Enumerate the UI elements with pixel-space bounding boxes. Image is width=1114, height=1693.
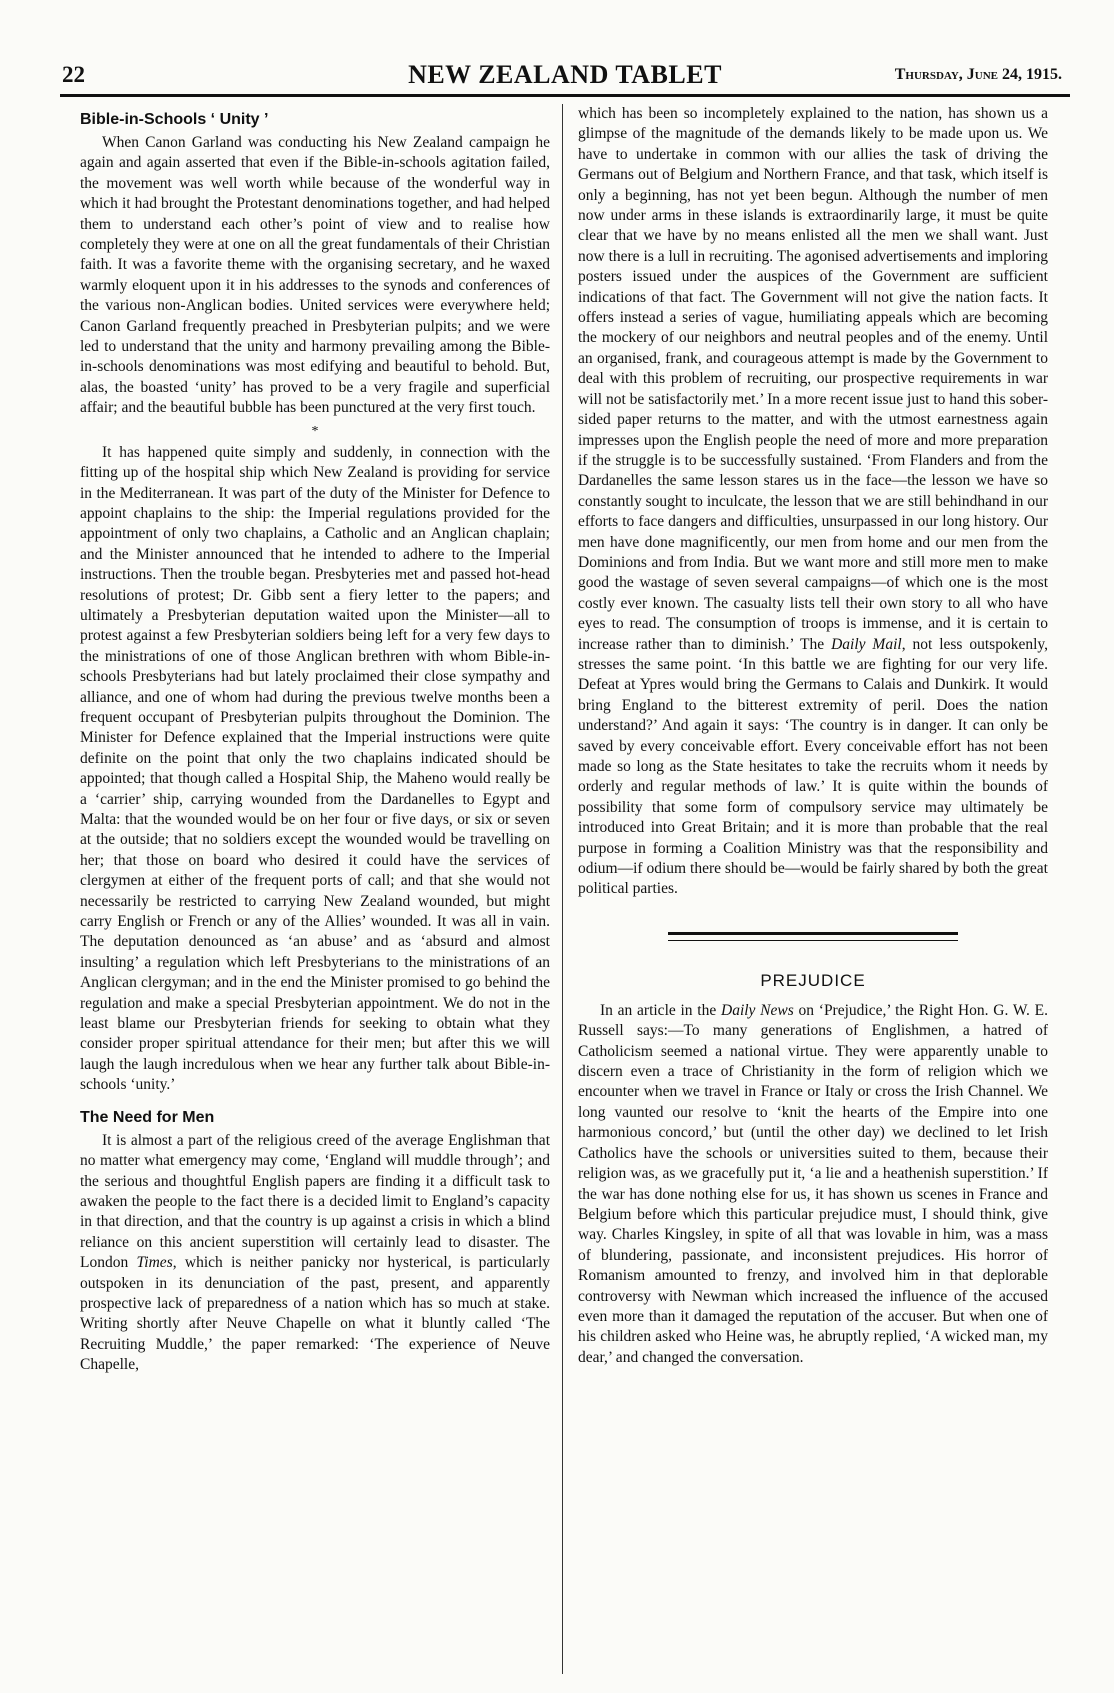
paragraph: When Canon Garland was conducting his New Zealand campaign he again and again asserted that even if the Bible-in-schools agitation failed, the movement was well worth while because of the wonderful way in which it had brought the Protestant denominations together, and had helped them to understand each other’s point of view and to realise how completely they were at one on all the great fundamentals of their Christian faith. It was a favorite theme with the organising secretary, and he waxed warmly eloquent upon it in his addresses to the synods and conferences of the various non-Anglican bodies. United services were everywhere held; Canon Garland frequently preached in Presbyterian pulpits; and we were led to understand that the unity and harmony prevailing among the Bible-in-schools denominations was most edifying and beautiful to behold. But, alas, the boasted ‘unity’ has proved to be a very fragile and superficial affair; and the beautiful bubble has been punctured at the very first touch. [80,134,550,417]
publication-name: Daily Mail [831,635,902,653]
text-run: , not less outspokenly, stresses the same point. ‘In this battle we are fighting for our very life. Defeat at Ypres would bring the Germans to Calais and Dunkirk. It would bring England to the bitterest extremity of peril. Does the nation understand?’ And again it says: ‘The country is in danger. It can only be saved by every conceivable effort. Every conceivable effort has not been made so long as the State hesitates to take the recruits whom it needs by orderly and regular methods of law.’ It is quite within the bounds of possibility that some form of compulsory service may ultimately be introduced into Great Britain; and it is more than probable that the real purpose in forming a Coalition Ministry was that the responsibility and odium—if odium there should be—would be fairly shared by both the great political parties. [578,635,1048,898]
text-run: In an article in the [600,1001,717,1019]
heading-prejudice: PREJUDICE [760,970,866,990]
right-column [578,104,1048,1674]
left-column [80,104,550,1674]
text-run: on ‘Prejudice,’ the Right Hon. G. W. E. Russell says:—To many generations of Englishmen, a hatred of Catholicism seemed a national virtue. They were apparently unable to discern even a trace of Christianity in the form of religion which we encounter when we travel in France or Italy or cross the Irish Channel. We long vaunted our resolve to ‘knit the hearts of the Empire into one harmonious concord,’ but (until the other day) we declined to let Irish Catholics have the schools or universities suited to them, because their religion was, as we gracefully put it, ‘a lie and a heathenish superstition.’ If the war has done nothing else for us, it has shown us scenes in France and Belgium before which this particular prejudice must, I should think, give way. Charles Kingsley, in spite of all that was lovable in him, was a mass of blundering, passionate, and inconsistent prejudices. His horror of Romanism amounted to frenzy, and involved him in that deplorable controversy with Newman which increased the influence of the accused even more than it damaged the reputation of the accuser. But when one of his children asked who Heine was, he abruptly replied, ‘A wicked man, my dear,’ and changed the conversation. [578,1001,1048,1366]
paragraph [578,104,1048,900]
paragraph [578,1001,1048,1368]
publication-name: Daily News [721,1001,794,1019]
text-run: , which is neither panicky nor hysterical, is particularly outspoken in its denunciation of the past, present, and apparently prospective lack of preparedness of a nation which has so much at stake. Writing shortly after Neuve Chapelle on what it bluntly called ‘The Recruiting Muddle,’ the paper remarked: ‘The experience of Neuve Chapelle, [80,1254,550,1374]
text-run: It is almost a part of the religious creed of the average Englishman that no matter what emergency may come, ‘England will muddle through’; and the serious and thoughtful English papers are finding it a difficult task to awaken the people to the fact there is a decided limit to England’s capacity in that direction, and that the country is up against a crisis in which a blind reliance on this ancient superstition will certainly lead to disaster. The London [80,1131,550,1272]
masthead [60,58,1070,97]
text-run: which has been so incompletely explained to the nation, has shown us a glimpse of the magnitude of the demands likely to be made upon us. We have to undertake in common with our allies the task of driving the Germans out of Belgium and Northern France, and that task, which itself is only a beginning, has not yet been begun. Although the number of men now under arms in these islands is extraordinarily large, it must be quite clear that we have by no means enlisted all the men we shall want. Just now there is a lull in recruiting. The agonised advertisements and imploring posters issued under the auspices of the Government are sufficient indications of that fact. The Government will not give the nation facts. It offers instead a series of vague, humiliating appeals which are becoming the mockery of our neighbors and neutral peoples and of the enemy. Until an organised, frank, and courageous attempt is made by the Government to deal with this problem of recruiting, our prospective requirements in war will not be satisfactorily met.’ In a more recent issue just to hand this sober-sided paper returns to the matter, and with the utmost earnestness again impresses upon the English people the need of more and more preparation if the struggle is to be successfully sustained. ‘From Flanders and from the Dardanelles the same lesson stares us in the face—the lesson we have so constantly sought to inculcate, the lesson that we are still behindhand in our efforts to face dangers and difficulties, unsurpassed in our long history. Our men have done magnificently, our men from home and our men from the Dominions and from India. But we want more and still more men to make good the wastage of seven several campaigns—of which one is the most costly ever known. The casualty lists tell their own story to all who have eyes to read. The consumption of troops is immense, and it is certain to increase rather than to diminish.’ The [578,105,1048,653]
section-rule [668,932,958,941]
column-divider [562,104,563,1674]
newspaper-title: NEW ZEALAND TABLET [408,60,722,89]
publication-name: Times [136,1254,173,1272]
paragraph [80,1131,550,1376]
heading-bible-in-schools-unity: Bible-in-Schools ‘ Unity ’ [80,111,269,128]
section-separator: * [311,423,319,439]
issue-date: Thursday, June 24, 1915. [894,66,1062,83]
paragraph: It has happened quite simply and suddenly, in connection with the fitting up of the hospital ship which New Zealand is providing for service in the Mediterranean. It was part of the duty of the Minister for Defence to appoint chaplains to the ship: the Imperial regulations provided for the appointment of only two chaplains, a Catholic and an Anglican chaplain; and the Minister announced that he intended to adhere to the Imperial instructions. Then the trouble began. Presbyteries met and passed hot-head resolutions of protest; Dr. Gibb sent a fiery letter to the papers; and ultimately a Presbyterian deputation waited upon the Minister—all to protest against a few Presbyterian soldiers being left for a very few days to the ministrations of one of those Anglican brethren with whom Bible-in-schools Presbyterians had but lately proclaimed their close sympathy and alliance, and one of whom had during the previous twelve months been a frequent occupant of Presbyterian pulpits throughout the Dominion. The Minister for Defence explained that the Imperial instructions were quite definite on the point that only the two chaplains indicated should be appointed; that though called a Hospital Ship, the Maheno would really be a ‘carrier’ ship, carrying wounded from the Dardanelles to Egypt and Malta: that the wounded would be on her four or five days, or six or seven at the outside; that no soldiers except the wounded would be travelling on her; that those on board who desired it could have the services of clergymen at either of the frequent ports of call; and that she would not necessarily be restricted to carrying New Zealand wounded, but might carry English or French or any of the Allies’ wounded. It was all in vain. The deputation denounced as ‘an abuse’ and as ‘absurd and almost insulting’ a regulation which left Presbyterians to the ministrations of an Anglican clergyman; and in the end the Minister promised to go behind the regulation and make a special Presbyterian appointment. We do not in the least blame our Presbyterian friends for seeking to obtain what they consider proper spiritual attendance for their men; but after this we will laugh the laugh incredulous when we hear any further talk about Bible-in-schools ‘unity.’ [80,443,550,1094]
page-number: 22 [62,62,85,87]
heading-need-for-men: The Need for Men [80,1108,215,1126]
